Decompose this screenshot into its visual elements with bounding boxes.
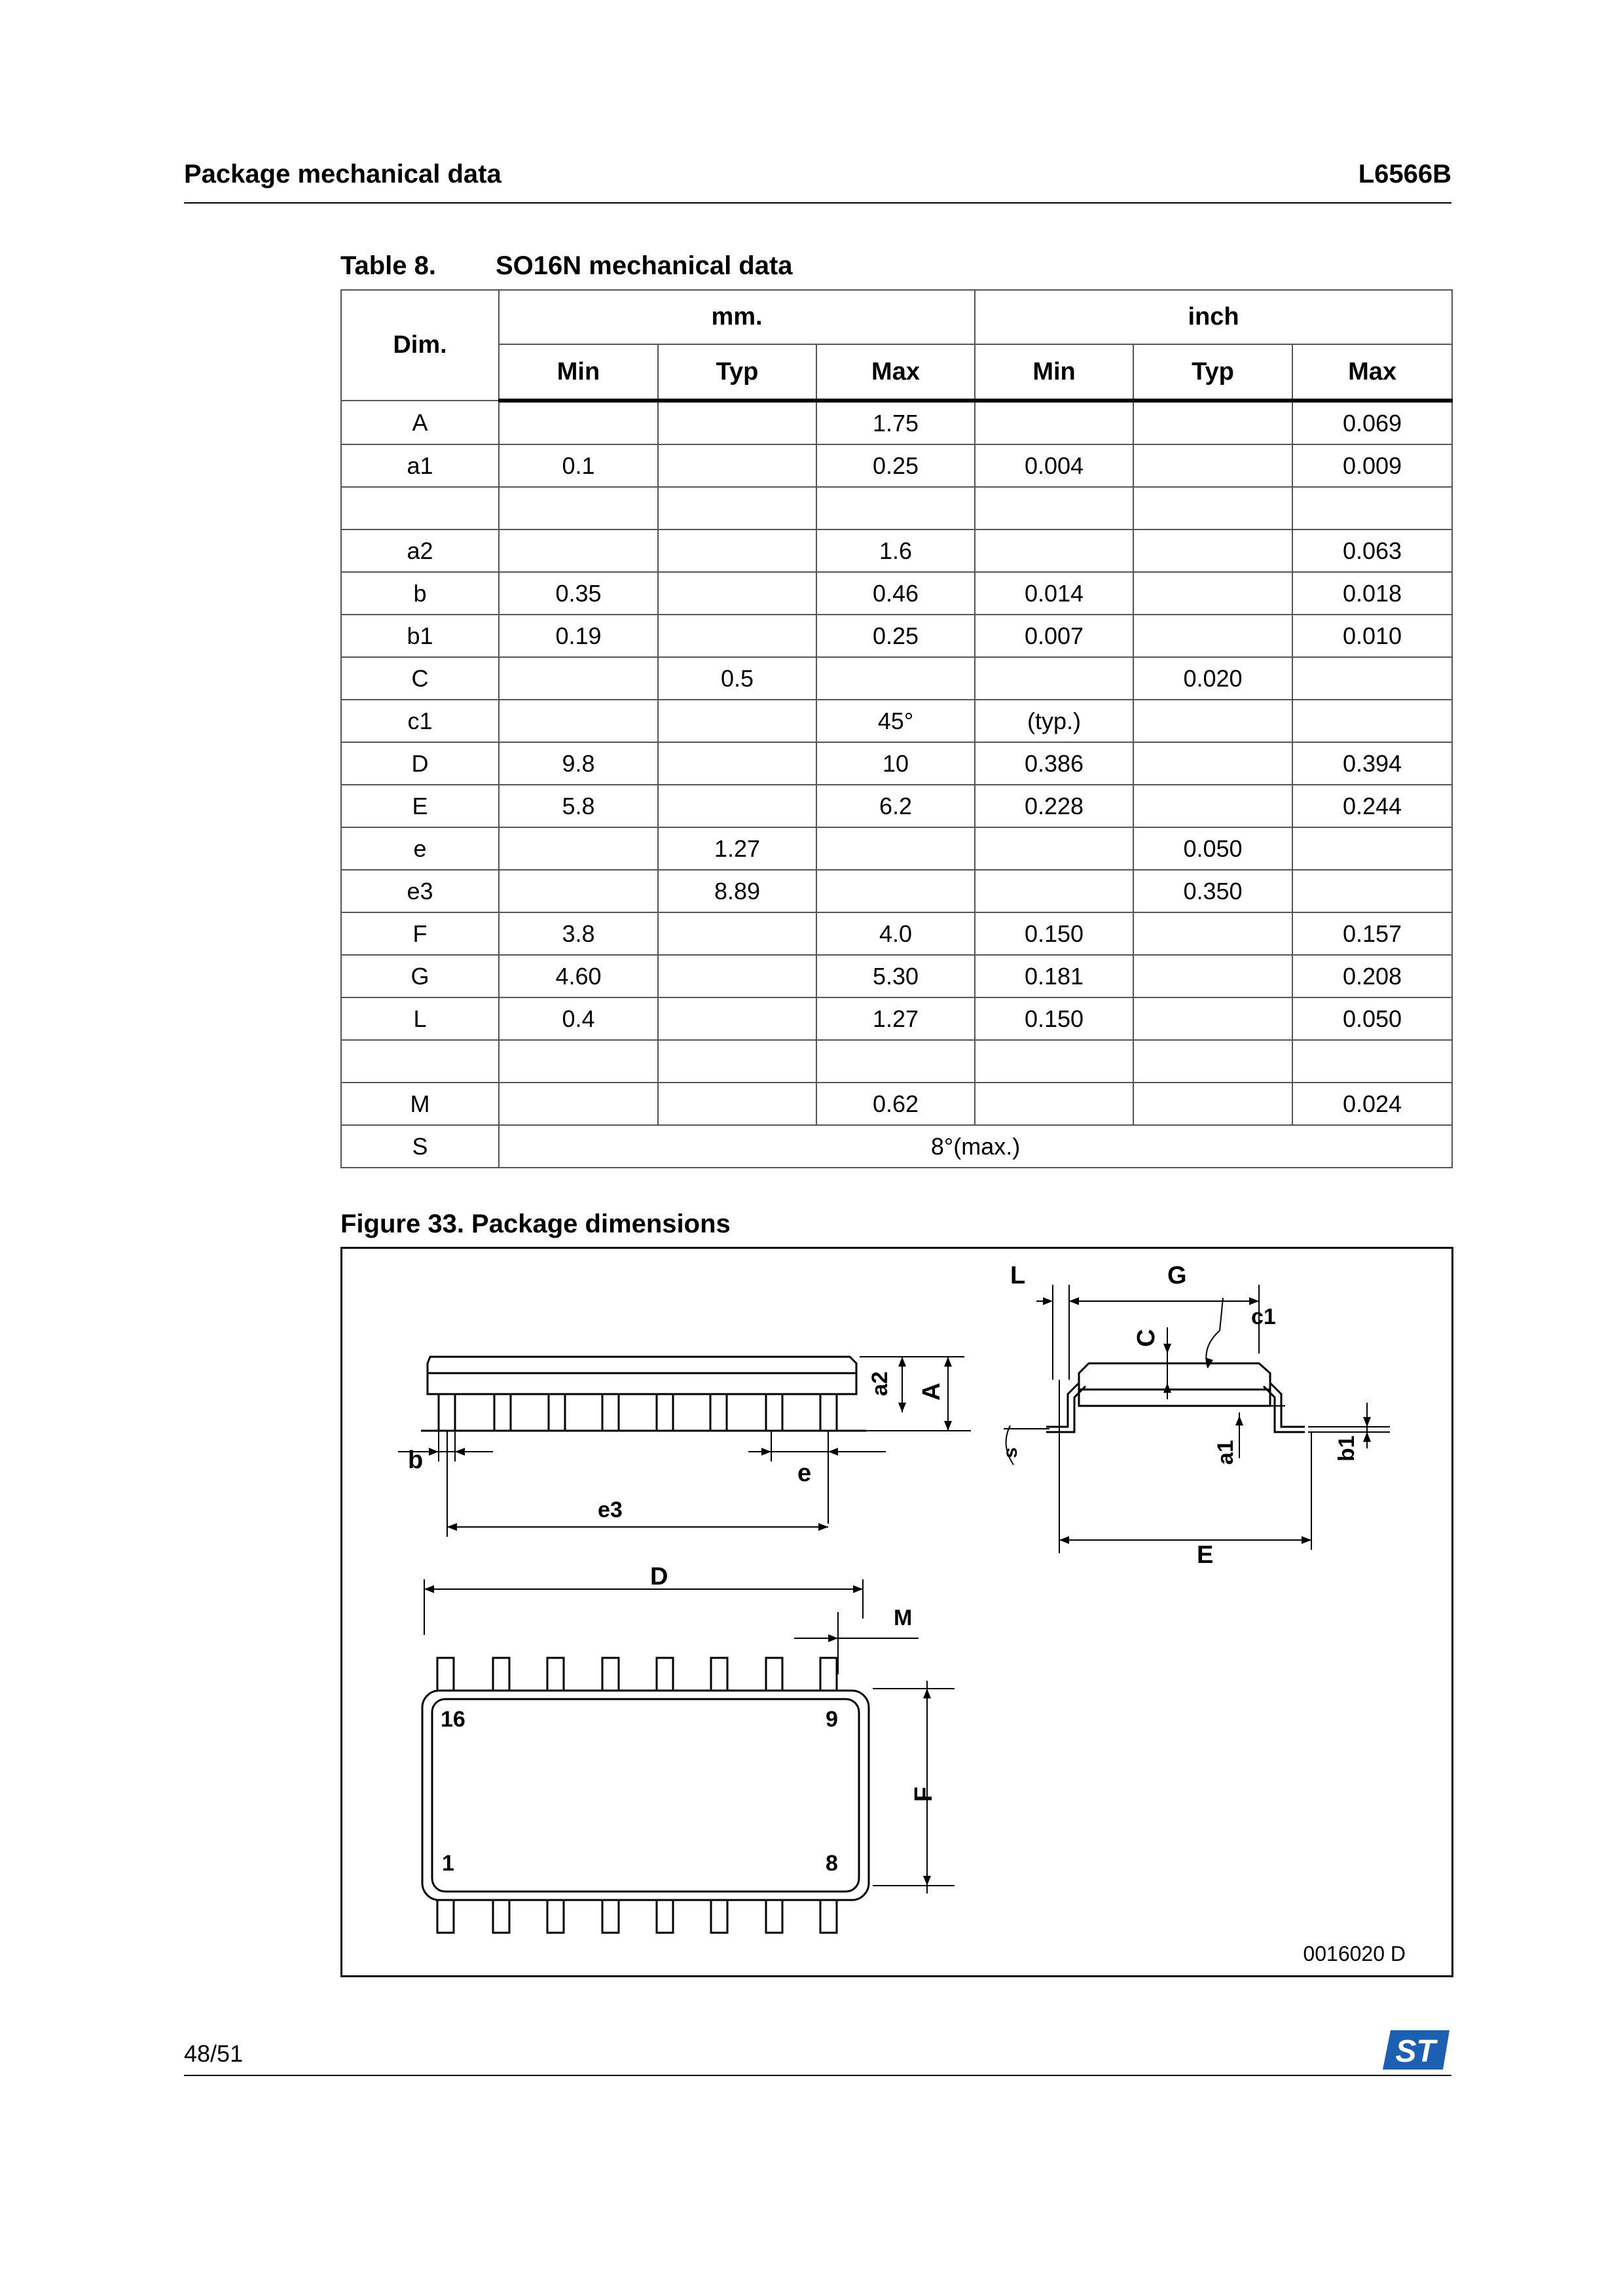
table-row [341, 615, 1452, 657]
value-cell: 0.004 [975, 444, 1133, 487]
value-cell [1133, 997, 1292, 1040]
label-e: e [797, 1460, 812, 1487]
label-b1: b1 [1334, 1435, 1359, 1462]
value-cell [658, 1040, 816, 1083]
footer-divider [184, 2075, 1451, 2076]
mm-group-header: mm. [499, 290, 975, 344]
value-cell [499, 827, 658, 870]
dim-cell: A [341, 401, 499, 444]
label-F: F [910, 1786, 938, 1802]
value-cell: 0.007 [975, 615, 1133, 657]
arrowheads [424, 1297, 1371, 1886]
value-cell [658, 700, 816, 742]
pin-9-label: 9 [826, 1707, 838, 1732]
column-header: Max [1292, 344, 1452, 401]
value-cell: 0.208 [1292, 955, 1452, 997]
value-cell [1133, 444, 1292, 487]
table-caption [340, 251, 793, 281]
value-cell [658, 572, 816, 615]
pin-8-label: 8 [826, 1851, 838, 1876]
dim-cell: D [341, 742, 499, 785]
value-cell: 4.60 [499, 955, 658, 997]
side-leads [439, 1394, 837, 1431]
table-row [341, 529, 1452, 572]
value-cell [658, 742, 816, 785]
value-cell [658, 444, 816, 487]
value-cell: 0.157 [1292, 912, 1452, 955]
value-cell: 0.1 [499, 444, 658, 487]
label-c1: c1 [1251, 1304, 1276, 1329]
value-cell: 8°(max.) [499, 1125, 1452, 1168]
label-M: M [894, 1605, 913, 1630]
label-e3: e3 [598, 1498, 623, 1522]
value-cell [975, 529, 1133, 572]
value-cell [1133, 529, 1292, 572]
value-cell: 0.19 [499, 615, 658, 657]
value-cell [658, 997, 816, 1040]
dim-cell: G [341, 955, 499, 997]
value-cell [658, 401, 816, 444]
value-cell [975, 401, 1133, 444]
header-divider [184, 202, 1451, 204]
dim-cell: b [341, 572, 499, 615]
value-cell: (typ.) [975, 700, 1133, 742]
st-logo [1381, 2028, 1451, 2072]
dim-cell: S [341, 1125, 499, 1168]
value-cell: 0.25 [816, 615, 975, 657]
table-number: Table 8. [340, 251, 436, 280]
column-header: Min [975, 344, 1133, 401]
value-cell: 0.394 [1292, 742, 1452, 785]
value-cell: 0.063 [1292, 529, 1452, 572]
label-G: G [1167, 1262, 1187, 1289]
value-cell [816, 827, 975, 870]
value-cell [975, 1040, 1133, 1083]
value-cell [975, 827, 1133, 870]
value-cell: 0.181 [975, 955, 1133, 997]
value-cell [499, 529, 658, 572]
table-title: SO16N mechanical data [496, 251, 793, 280]
end-view [1004, 1285, 1390, 1553]
logo-text: ST [1395, 2034, 1436, 2069]
value-cell: 0.010 [1292, 615, 1452, 657]
label-s: s [1000, 1447, 1021, 1458]
value-cell [975, 870, 1133, 912]
value-cell: 0.5 [658, 657, 816, 700]
table-row [341, 870, 1452, 912]
value-cell [816, 1040, 975, 1083]
value-cell [1292, 487, 1452, 529]
value-cell: 0.069 [1292, 401, 1452, 444]
value-cell [1133, 912, 1292, 955]
dim-cell: E [341, 785, 499, 827]
value-cell: 0.228 [975, 785, 1133, 827]
pin-16-label: 16 [441, 1707, 465, 1732]
value-cell [658, 785, 816, 827]
table-row [341, 657, 1452, 700]
dim-cell: F [341, 912, 499, 955]
value-cell [499, 657, 658, 700]
dim-cell: e [341, 827, 499, 870]
value-cell: 0.150 [975, 997, 1133, 1040]
value-cell [1292, 700, 1452, 742]
label-b: b [408, 1446, 424, 1474]
table-row [341, 487, 1452, 529]
label-A: A [918, 1382, 945, 1401]
page-number: 48/51 [184, 2040, 244, 2067]
value-cell: 0.024 [1292, 1083, 1452, 1125]
value-cell [658, 912, 816, 955]
label-a1: a1 [1213, 1440, 1238, 1465]
value-cell [1292, 657, 1452, 700]
label-E: E [1197, 1541, 1214, 1569]
table-row [341, 955, 1452, 997]
package-dimensions-figure [340, 1247, 1453, 1977]
value-cell: 0.4 [499, 997, 658, 1040]
value-cell: 10 [816, 742, 975, 785]
table-row [341, 572, 1452, 615]
value-cell: 0.014 [975, 572, 1133, 615]
value-cell [1292, 870, 1452, 912]
value-cell [1292, 1040, 1452, 1083]
dim-cell [341, 487, 499, 529]
inch-group-header: inch [975, 290, 1452, 344]
side-view [398, 1357, 971, 1674]
dim-cell: M [341, 1083, 499, 1125]
column-header: Min [499, 344, 658, 401]
value-cell: 0.46 [816, 572, 975, 615]
value-cell [1133, 1040, 1292, 1083]
value-cell [499, 401, 658, 444]
table-row [341, 785, 1452, 827]
value-cell: 0.350 [1133, 870, 1292, 912]
value-cell [975, 487, 1133, 529]
value-cell [658, 615, 816, 657]
package-drawing [342, 1249, 1451, 1975]
dim-cell: b1 [341, 615, 499, 657]
column-header: Typ [658, 344, 816, 401]
value-cell: 1.27 [816, 997, 975, 1040]
value-cell: 0.050 [1133, 827, 1292, 870]
table-row [341, 742, 1452, 785]
table-row [341, 912, 1452, 955]
table-row [341, 1083, 1452, 1125]
dim-header: Dim. [341, 290, 499, 401]
value-cell [1133, 1083, 1292, 1125]
value-cell [499, 870, 658, 912]
value-cell [1133, 401, 1292, 444]
value-cell [1133, 742, 1292, 785]
dim-cell: C [341, 657, 499, 700]
value-cell [816, 487, 975, 529]
value-cell [1133, 572, 1292, 615]
value-cell [1133, 615, 1292, 657]
value-cell: 5.8 [499, 785, 658, 827]
table-row [341, 444, 1452, 487]
value-cell: 45° [816, 700, 975, 742]
value-cell: 0.020 [1133, 657, 1292, 700]
dim-cell: e3 [341, 870, 499, 912]
value-cell: 4.0 [816, 912, 975, 955]
value-cell [975, 657, 1133, 700]
value-cell [1133, 487, 1292, 529]
value-cell: 3.8 [499, 912, 658, 955]
value-cell: 0.050 [1292, 997, 1452, 1040]
value-cell: 0.25 [816, 444, 975, 487]
table-row [341, 1125, 1452, 1168]
label-D: D [650, 1563, 668, 1590]
value-cell [816, 870, 975, 912]
value-cell [658, 955, 816, 997]
dim-cell: c1 [341, 700, 499, 742]
value-cell: 8.89 [658, 870, 816, 912]
figure-code: 0016020 D [1303, 1942, 1406, 1965]
value-cell [1133, 785, 1292, 827]
value-cell [816, 657, 975, 700]
label-a2: a2 [867, 1371, 892, 1396]
value-cell: 0.35 [499, 572, 658, 615]
table-row [341, 700, 1452, 742]
value-cell: 0.62 [816, 1083, 975, 1125]
section-title: Package mechanical data [184, 160, 501, 188]
value-cell: 9.8 [499, 742, 658, 785]
value-cell: 5.30 [816, 955, 975, 997]
figure-caption: Figure 33. Package dimensions [340, 1210, 731, 1238]
value-cell [499, 700, 658, 742]
label-L: L [1010, 1262, 1026, 1289]
column-header: Typ [1133, 344, 1292, 401]
label-C: C [1133, 1329, 1160, 1347]
dim-cell: a1 [341, 444, 499, 487]
value-cell [499, 487, 658, 529]
dim-cell [341, 1040, 499, 1083]
value-cell: 0.018 [1292, 572, 1452, 615]
value-cell [1292, 827, 1452, 870]
value-cell: 0.150 [975, 912, 1133, 955]
value-cell [1133, 700, 1292, 742]
value-cell [658, 529, 816, 572]
value-cell: 0.386 [975, 742, 1133, 785]
dimension-labels [408, 1262, 1359, 1876]
value-cell: 1.6 [816, 529, 975, 572]
table-row [341, 997, 1452, 1040]
table-row [341, 827, 1452, 870]
value-cell: 0.244 [1292, 785, 1452, 827]
value-cell [1133, 955, 1292, 997]
value-cell [975, 1083, 1133, 1125]
mechanical-data-table [340, 289, 1453, 1168]
value-cell: 6.2 [816, 785, 975, 827]
top-view [422, 1658, 955, 1933]
table-body [341, 401, 1452, 1168]
value-cell [499, 1083, 658, 1125]
table-row [341, 401, 1452, 444]
table-row [341, 1040, 1452, 1083]
column-header: Max [816, 344, 975, 401]
pin-1-label: 1 [442, 1851, 454, 1876]
value-cell [658, 487, 816, 529]
value-cell: 0.009 [1292, 444, 1452, 487]
dim-cell: L [341, 997, 499, 1040]
value-cell: 1.27 [658, 827, 816, 870]
dim-cell: a2 [341, 529, 499, 572]
value-cell: 1.75 [816, 401, 975, 444]
value-cell [499, 1040, 658, 1083]
part-number: L6566B [1358, 160, 1451, 188]
value-cell [658, 1083, 816, 1125]
